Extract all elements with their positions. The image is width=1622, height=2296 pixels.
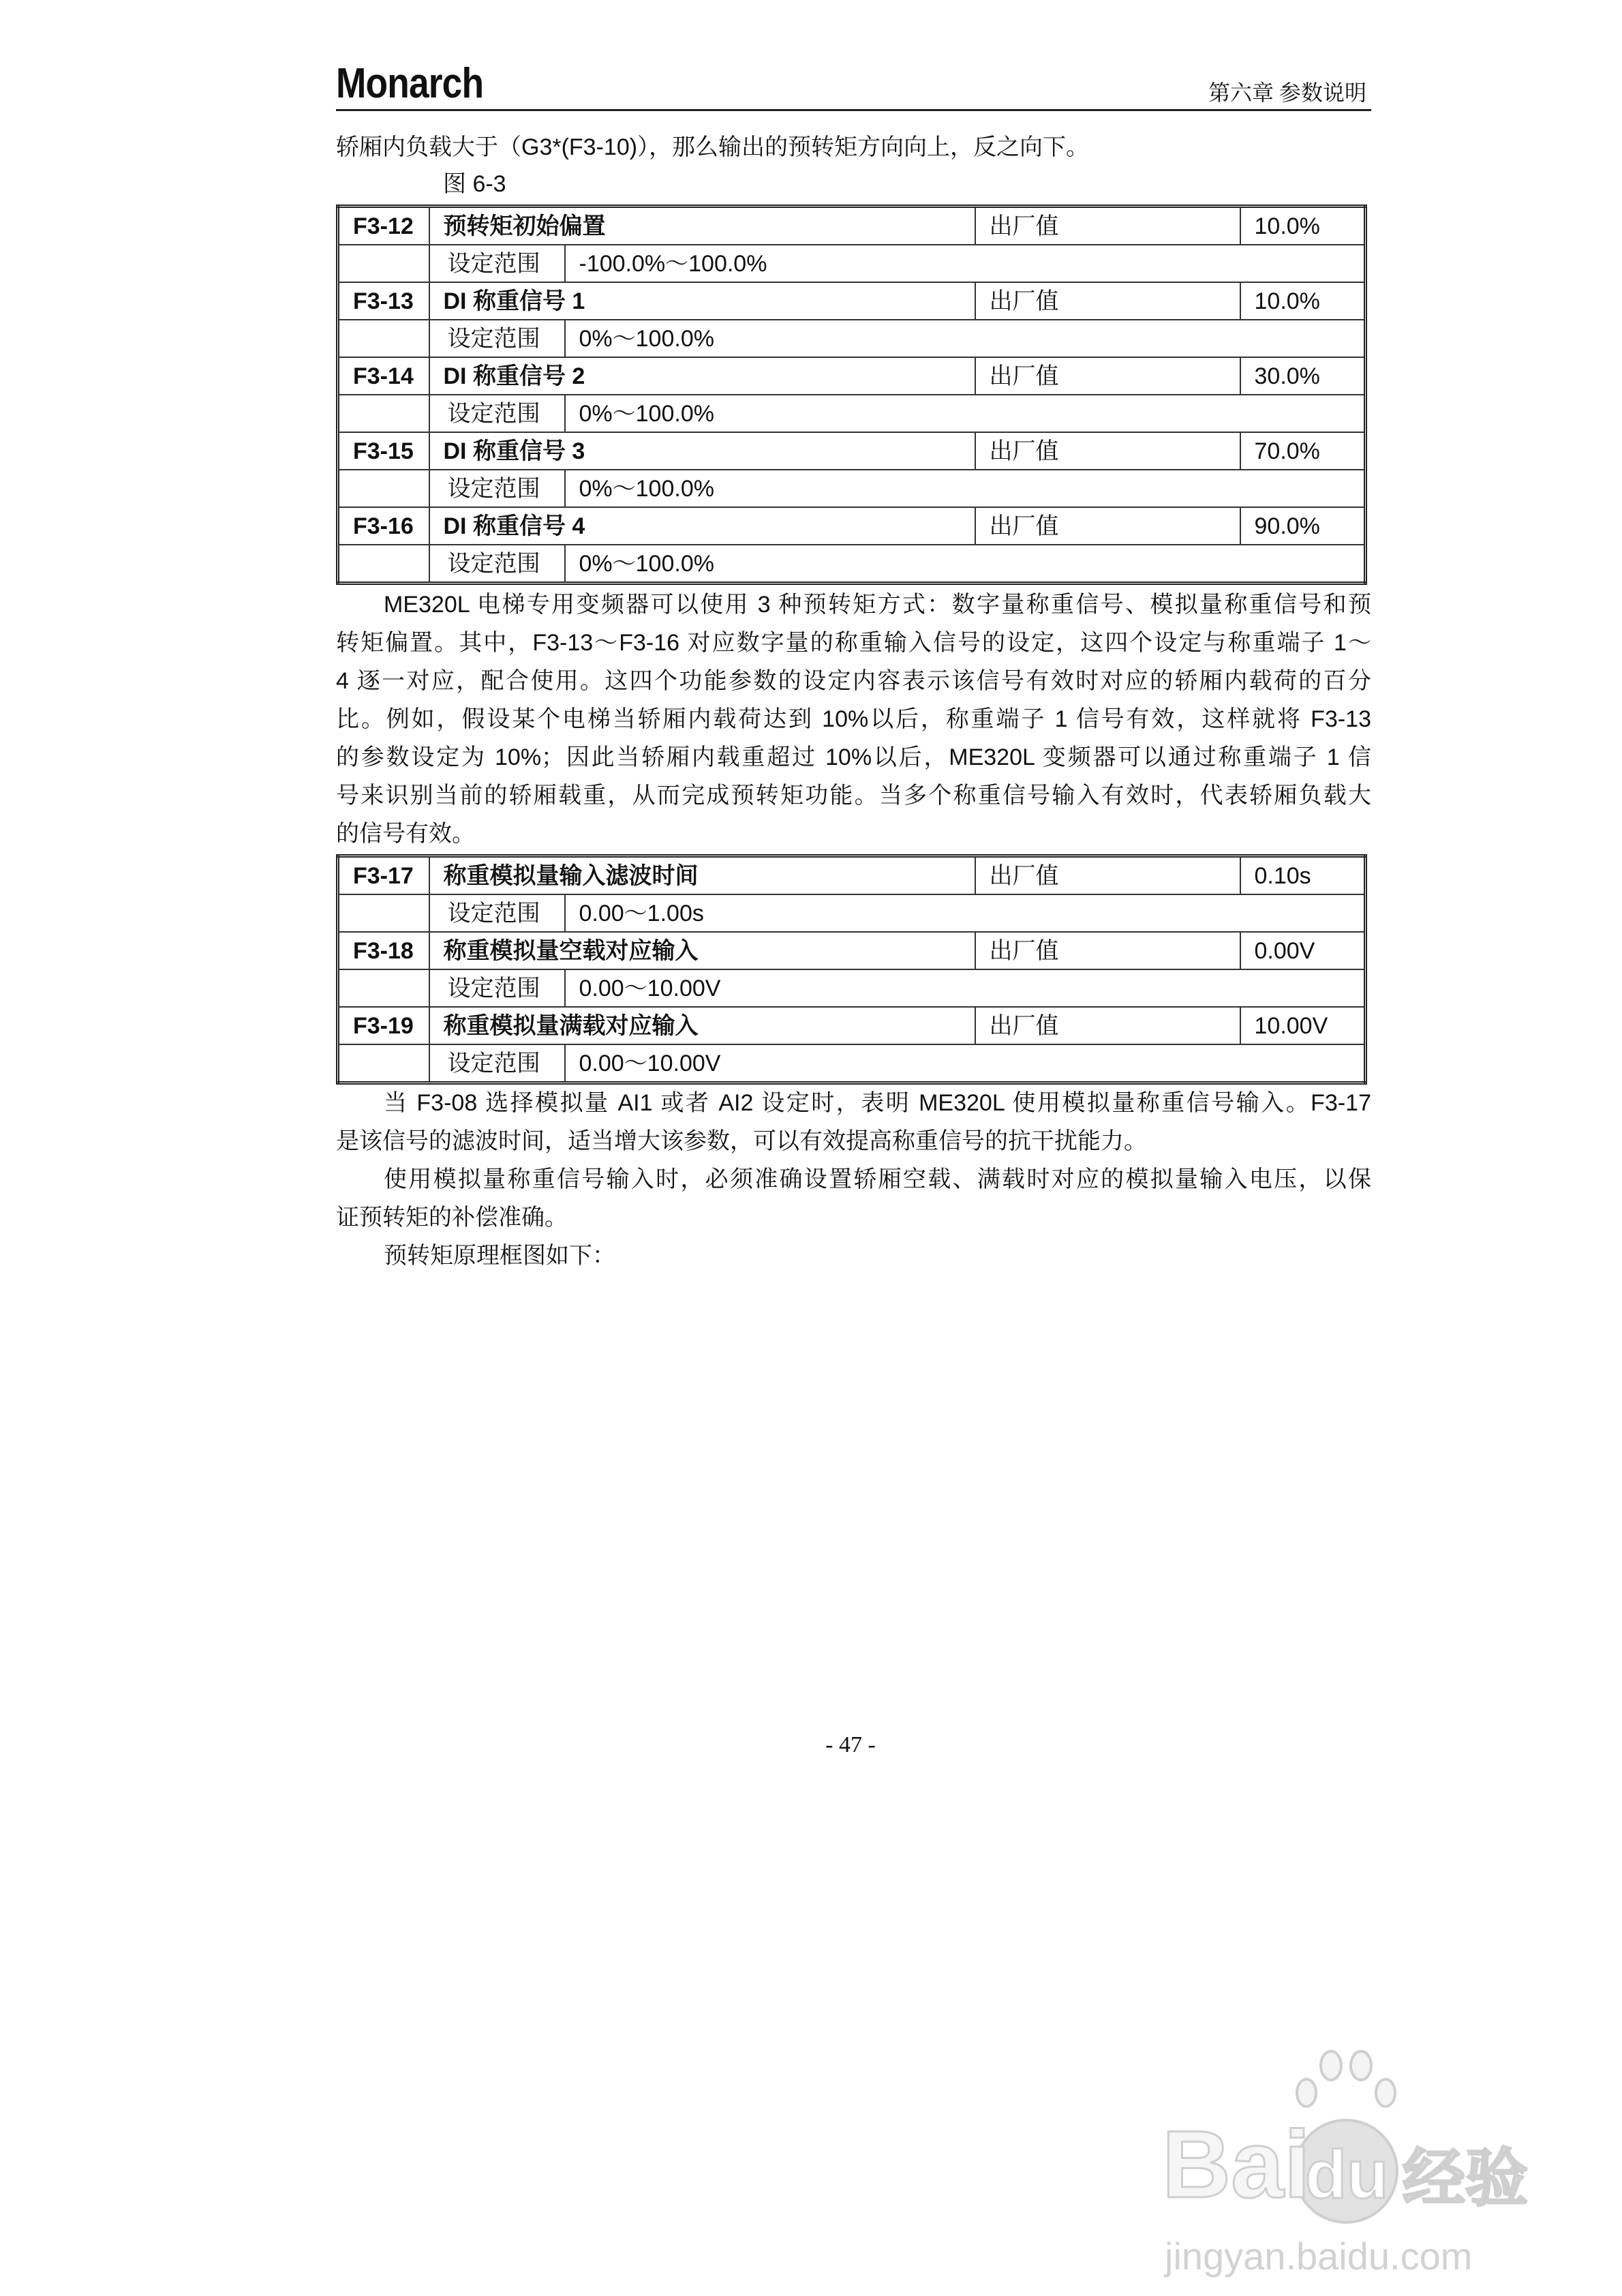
param-code: F3-14 xyxy=(338,357,429,395)
param-range-row xyxy=(338,320,1366,357)
param-name: 称重模拟量满载对应输入 xyxy=(429,1007,975,1044)
paragraph-weighing-modes xyxy=(336,586,1371,853)
param-range-row xyxy=(338,894,1366,932)
range-label: 设定范围 xyxy=(429,545,565,584)
text-line: 是该信号的滤波时间，适当增大该参数，可以有效提高称重信号的抗干扰能力。 xyxy=(336,1128,1147,1154)
default-label: 出厂值 xyxy=(975,357,1240,395)
range-value: 0.00～10.00V xyxy=(565,969,1366,1007)
default-label: 出厂值 xyxy=(975,432,1240,470)
brand-logo: Monarch xyxy=(336,60,484,107)
param-range-row xyxy=(338,545,1366,584)
range-label: 设定范围 xyxy=(429,1044,565,1083)
default-label: 出厂值 xyxy=(975,1007,1240,1044)
param-row xyxy=(338,1007,1366,1044)
range-label: 设定范围 xyxy=(429,245,565,282)
text-line: 4 逐一对应，配合使用。这四个功能参数的设定内容表示该信号有效时对应的轿厢内载荷的百分 xyxy=(336,668,1371,694)
param-name: DI 称重信号 4 xyxy=(429,507,975,545)
paragraph-analog-weighing xyxy=(336,1084,1371,1275)
parameter-table-2 xyxy=(336,854,1367,1085)
range-value: 0.00～10.00V xyxy=(565,1044,1366,1083)
param-row xyxy=(338,856,1366,895)
default-label: 出厂值 xyxy=(975,856,1240,895)
chapter-title: 第六章 参数说明 xyxy=(1208,80,1366,105)
param-range-row xyxy=(338,969,1366,1007)
default-value: 10.00V xyxy=(1240,1007,1366,1044)
blank-cell xyxy=(338,395,429,432)
range-value: 0%～100.0% xyxy=(565,470,1366,507)
param-name: DI 称重信号 1 xyxy=(429,282,975,320)
param-row xyxy=(338,357,1366,395)
param-code: F3-16 xyxy=(338,507,429,545)
blank-cell xyxy=(338,245,429,282)
default-label: 出厂值 xyxy=(975,207,1240,245)
default-value: 10.0% xyxy=(1240,207,1366,245)
param-range-row xyxy=(338,1044,1366,1083)
text-line: 的信号有效。 xyxy=(336,821,475,847)
range-label: 设定范围 xyxy=(429,320,565,357)
param-name: 称重模拟量输入滤波时间 xyxy=(429,856,975,895)
blank-cell xyxy=(338,1044,429,1083)
default-label: 出厂值 xyxy=(975,282,1240,320)
watermark-brand-cn: 经验 xyxy=(1403,2142,1529,2215)
default-value: 70.0% xyxy=(1240,432,1366,470)
text-line: 使用模拟量称重信号输入时，必须准确设置轿厢空载、满载时对应的模拟量输入电压，以保 xyxy=(384,1166,1371,1192)
default-value: 0.00V xyxy=(1240,932,1366,969)
blank-cell xyxy=(338,320,429,357)
figure-label: 图 6-3 xyxy=(443,171,506,197)
param-range-row xyxy=(338,470,1366,507)
param-row xyxy=(338,932,1366,969)
text-line: 预转矩原理框图如下： xyxy=(384,1243,615,1269)
param-code: F3-12 xyxy=(338,207,429,245)
watermark-brand-right: du xyxy=(1305,2136,1389,2213)
default-value: 10.0% xyxy=(1240,282,1366,320)
intro-text: 轿厢内负载大于（G3*(F3-10)），那么输出的预转矩方向向上，反之向下。 xyxy=(336,134,1090,160)
range-value: 0%～100.0% xyxy=(565,545,1366,584)
blank-cell xyxy=(338,545,429,584)
param-row xyxy=(338,207,1366,245)
blank-cell xyxy=(338,470,429,507)
param-range-row xyxy=(338,245,1366,282)
text-line: 转矩偏置。其中，F3-13～F3-16 对应数字量的称重输入信号的设定，这四个设定与称重端子 1～ xyxy=(336,630,1371,656)
param-name: DI 称重信号 2 xyxy=(429,357,975,395)
range-label: 设定范围 xyxy=(429,969,565,1007)
text-line: 证预转矩的补偿准确。 xyxy=(336,1205,568,1230)
watermark-brand-left: Bai xyxy=(1162,2111,1311,2218)
param-name: DI 称重信号 3 xyxy=(429,432,975,470)
parameter-table-1 xyxy=(336,205,1367,585)
range-label: 设定范围 xyxy=(429,395,565,432)
text-line: 比。例如，假设某个电梯当轿厢内载荷达到 10%以后，称重端子 1 信号有效，这样就将 F3-13 xyxy=(336,706,1371,732)
param-code: F3-19 xyxy=(338,1007,429,1044)
param-name: 预转矩初始偏置 xyxy=(429,207,975,245)
param-name: 称重模拟量空载对应输入 xyxy=(429,932,975,969)
text-line: 当 F3-08 选择模拟量 AI1 或者 AI2 设定时，表明 ME320L 使用模拟量称重信号输入。F3-17 xyxy=(384,1090,1371,1116)
blank-cell xyxy=(338,894,429,932)
text-line: 号来识别当前的轿厢载重，从而完成预转矩功能。当多个称重信号输入有效时，代表轿厢负载大 xyxy=(336,783,1371,809)
header-rule xyxy=(336,109,1371,111)
range-value: 0%～100.0% xyxy=(565,395,1366,432)
default-value: 30.0% xyxy=(1240,357,1366,395)
default-value: 0.10s xyxy=(1240,856,1366,895)
param-row xyxy=(338,507,1366,545)
text-line: 的参数设定为 10%；因此当轿厢内载重超过 10%以后，ME320L 变频器可以通过称重端子 1 信 xyxy=(336,744,1371,770)
range-label: 设定范围 xyxy=(429,894,565,932)
watermark-url: jingyan.baidu.com xyxy=(1165,2235,1473,2278)
param-code: F3-17 xyxy=(338,856,429,895)
default-value: 90.0% xyxy=(1240,507,1366,545)
page-number: - 47 - xyxy=(825,1732,876,1757)
default-label: 出厂值 xyxy=(975,932,1240,969)
param-row xyxy=(338,282,1366,320)
text-line: ME320L 电梯专用变频器可以使用 3 种预转矩方式：数字量称重信号、模拟量称重信号和预 xyxy=(384,592,1371,618)
param-code: F3-15 xyxy=(338,432,429,470)
default-label: 出厂值 xyxy=(975,507,1240,545)
range-label: 设定范围 xyxy=(429,470,565,507)
param-code: F3-18 xyxy=(338,932,429,969)
range-value: 0.00～1.00s xyxy=(565,894,1366,932)
blank-cell xyxy=(338,969,429,1007)
range-value: 0%～100.0% xyxy=(565,320,1366,357)
range-value: -100.0%～100.0% xyxy=(565,245,1366,282)
param-row xyxy=(338,432,1366,470)
param-range-row xyxy=(338,395,1366,432)
param-code: F3-13 xyxy=(338,282,429,320)
